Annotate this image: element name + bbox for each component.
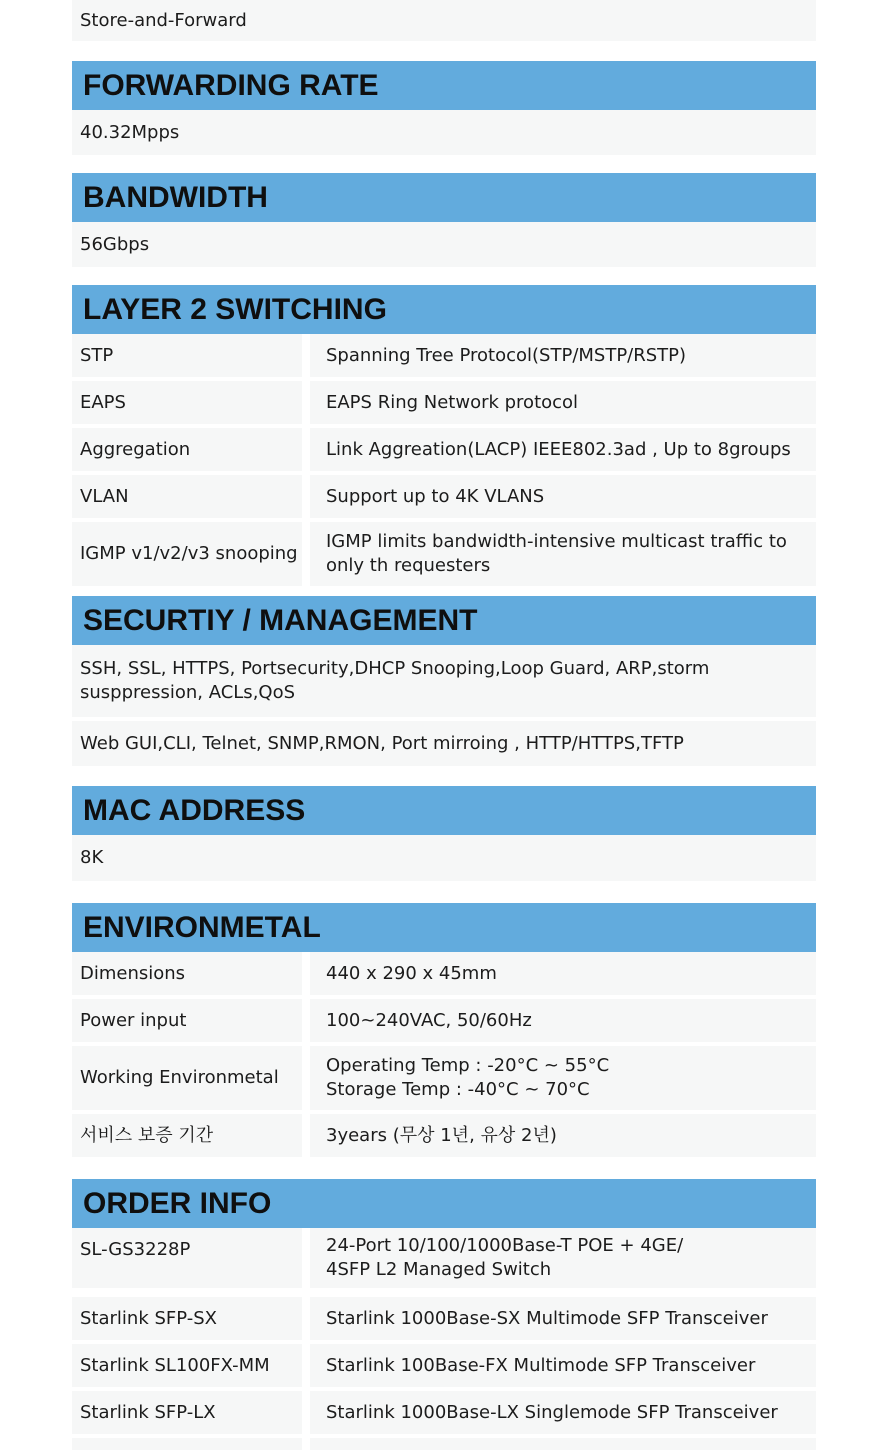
order-description: Starlink 1000Base-SX Multimode SFP Transceiver bbox=[326, 1307, 768, 1329]
layer2-label-eaps bbox=[72, 381, 302, 424]
layer2-label-stp bbox=[72, 334, 302, 377]
spec-value: 100~240VAC, 50/60Hz bbox=[326, 1009, 532, 1031]
order-value-sfp-lx bbox=[310, 1391, 816, 1434]
spec-label: EAPS bbox=[80, 391, 126, 413]
spec-value: 3years (무상 1년, 유상 2년) bbox=[326, 1124, 557, 1146]
spec-label: Aggregation bbox=[80, 438, 191, 460]
order-model: Starlink SL100FX-MM bbox=[80, 1354, 270, 1376]
security-header: SECURTIY / MANAGEMENT bbox=[72, 596, 816, 645]
order-header: ORDER INFO bbox=[72, 1179, 816, 1228]
security-features-cell bbox=[72, 645, 816, 717]
env-value-warranty bbox=[310, 1114, 816, 1157]
order-description: 24-Port 10/100/1000Base-T POE + 4GE/ 4SFP L2 Managed Switch bbox=[326, 1235, 684, 1280]
order-description: Starlink 1000Base-LX Singlemode SFP Transceiver bbox=[326, 1401, 778, 1423]
order-value-sfp-sx bbox=[310, 1297, 816, 1340]
env-label-working bbox=[72, 1046, 302, 1110]
spec-value: Support up to 4K VLANS bbox=[326, 485, 545, 507]
order-label-switch bbox=[72, 1228, 302, 1288]
spec-label: 서비스 보증 기간 bbox=[80, 1124, 214, 1146]
bandwidth-cell bbox=[72, 222, 816, 267]
bandwidth-header: BANDWIDTH bbox=[72, 173, 816, 222]
mac-value: 8K bbox=[80, 847, 104, 868]
mac-cell bbox=[72, 835, 816, 881]
layer2-value-aggregation bbox=[310, 428, 816, 471]
management-features-text: Web GUI,CLI, Telnet, SNMP,RMON, Port mirroing , HTTP/HTTPS,TFTP bbox=[80, 732, 684, 754]
layer2-label-aggregation bbox=[72, 428, 302, 471]
spec-value: 440 x 290 x 45mm bbox=[326, 962, 497, 984]
env-label-dimensions bbox=[72, 952, 302, 995]
order-description: Starlink 100Base-FX Multimode SFP Transceiver bbox=[326, 1354, 756, 1376]
forwarding-rate-header: FORWARDING RATE bbox=[72, 61, 816, 110]
spec-value: Spanning Tree Protocol(STP/MSTP/RSTP) bbox=[326, 344, 687, 366]
management-features-cell bbox=[72, 721, 816, 766]
forwarding-rate-value: 40.32Mpps bbox=[80, 121, 180, 143]
env-label-power bbox=[72, 999, 302, 1042]
switching-method-value: Store-and-Forward bbox=[80, 9, 247, 31]
switching-method-cell bbox=[72, 0, 816, 41]
layer2-label-vlan bbox=[72, 475, 302, 518]
layer2-value-stp bbox=[310, 334, 816, 377]
environmental-header: ENVIRONMETAL bbox=[72, 903, 816, 952]
mac-header: MAC ADDRESS bbox=[72, 786, 816, 835]
env-value-dimensions bbox=[310, 952, 816, 995]
order-label-sfp-sx bbox=[72, 1297, 302, 1340]
bandwidth-value: 56Gbps bbox=[80, 233, 150, 255]
spec-label: Dimensions bbox=[80, 962, 186, 984]
spec-label: STP bbox=[80, 344, 114, 366]
layer2-value-vlan bbox=[310, 475, 816, 518]
env-label-warranty bbox=[72, 1114, 302, 1157]
order-model: SL-GS3228P bbox=[80, 1239, 191, 1260]
order-value-sl100fx bbox=[310, 1344, 816, 1387]
layer2-header: LAYER 2 SWITCHING bbox=[72, 285, 816, 334]
order-model: Starlink SFP-LX bbox=[80, 1401, 216, 1423]
spec-value: EAPS Ring Network protocol bbox=[326, 391, 579, 413]
spec-label: VLAN bbox=[80, 485, 129, 507]
spec-value: IGMP limits bandwidth-intensive multicast traffic to only th requesters bbox=[326, 531, 787, 576]
forwarding-rate-cell bbox=[72, 110, 816, 155]
order-label-sfp-lx bbox=[72, 1391, 302, 1434]
spec-value: Operating Temp : -20°C ~ 55°C Storage Temp : -40°C ~ 70°C bbox=[326, 1055, 610, 1100]
security-features-text: SSH, SSL, HTTPS, Portsecurity,DHCP Snooping,Loop Guard, ARP,storm susppression, ACLs,QoS bbox=[80, 658, 710, 703]
env-value-working bbox=[310, 1046, 816, 1110]
order-label-partial bbox=[72, 1438, 302, 1450]
order-model: Starlink SFP-SX bbox=[80, 1307, 217, 1329]
order-value-switch bbox=[310, 1228, 816, 1288]
order-value-partial bbox=[310, 1438, 816, 1450]
order-label-sl100fx bbox=[72, 1344, 302, 1387]
env-value-power bbox=[310, 999, 816, 1042]
spec-label: Power input bbox=[80, 1009, 187, 1031]
spec-value: Link Aggreation(LACP) IEEE802.3ad , Up to 8groups bbox=[326, 438, 791, 460]
layer2-label-igmp bbox=[72, 522, 302, 586]
layer2-value-igmp bbox=[310, 522, 816, 586]
spec-label: IGMP v1/v2/v3 snooping bbox=[80, 543, 298, 564]
layer2-value-eaps bbox=[310, 381, 816, 424]
spec-label: Working Environmetal bbox=[80, 1067, 279, 1088]
